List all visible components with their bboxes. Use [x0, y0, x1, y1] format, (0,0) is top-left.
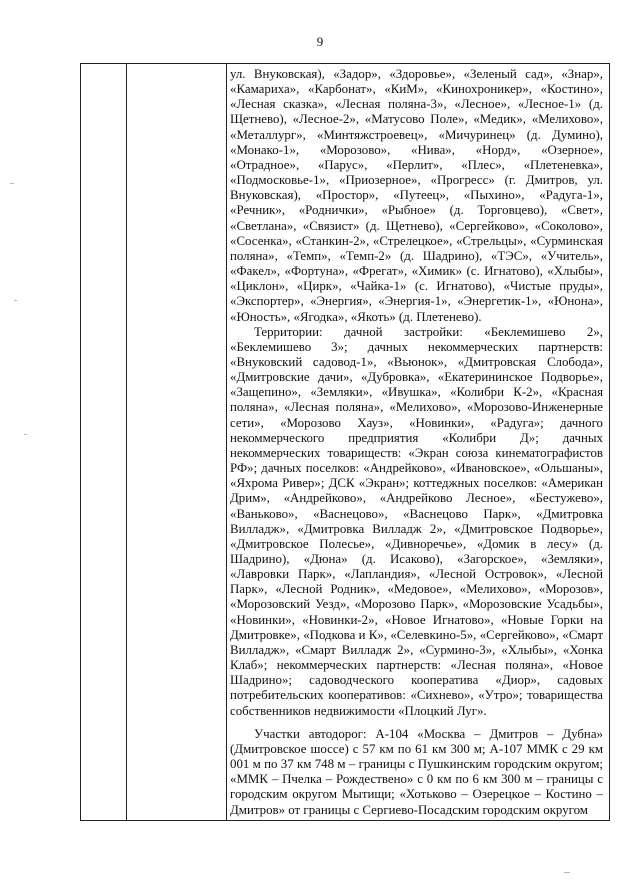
document-table [80, 63, 610, 821]
table-content-cell [230, 67, 603, 820]
scan-mark [24, 434, 27, 435]
scan-mark [14, 300, 17, 301]
paragraph-territories: Территории: дачной застройки: «Беклемишево 2», «Беклемишево 3»; дачных некоммерческих партнерств: «Внуковский садовод-1», «Вьюнок», «Дмитровская Слобода», «Дмитровские дачи», «Дубровка», «Екатерининское Подворье», «Защепино», «Земляки», «Ивушка», «Колибри К-2», «Красная поляна», «Лесная поляна», «Мелихово», «Морозово-Инженерные сети», «Морозово Хауз», «Новинки», «Радуга»; дачного некоммерческого предприятия «Колибри Д»; дачных некоммерческих товариществ: «Экран союза кинематографистов РФ»; дачных поселков: «Андрейково», «Ивановское», «Ольшаны», «Яхрома Ривер»; ДСК «Экран»; коттеджных поселков: «Американ Дрим», «Андрейково», «Андрейково Лесное», «Бестужево», «Ваньково», «Васнецово», «Васнецово Парк», «Дмитровка Вилладж», «Дмитровка Вилладж 2», «Дмитровское Подворье», «Дмитровское Полесье», «Дивноречье», «Домик в лесу» (д. Шадрино), «Дюна» (д. Исаково), «Загорское», «Земляки», «Лавровки Парк», «Лапландия», «Лесной Островок», «Лесной Парк», «Лесной Родник», «Медовое», «Мелихово», «Морозов», «Морозовский Уезд», «Морозово Парк», «Морозовские Усадьбы», «Новинки», «Новинки-2», «Новое Игнатово», «Новые Горки на Дмитровке», «Подкова и К», «Селевкино-5», «Сергейково», «Смарт Вилладж», «Смарт Вилладж 2», «Сурмино-3», «Хлыбы», «Хонка Клаб»; некоммерческих партнерств: «Лесная поляна», «Новое Шадрино»; садоводческого кооператива «Диор», садовых потребительских кооперативов: «Сихнево», «Утро»; товарищества собственников недвижимости «Плоцкий Луг». [230, 324, 603, 718]
column-divider-2 [226, 64, 227, 820]
scan-mark [564, 872, 570, 873]
paragraph-road-sections: Участки автодорог: А-104 «Москва – Дмитров – Дубна» (Дмитровское шоссе) с 57 км по 61 км 300 м; А-107 ММК с 29 км 001 м по 37 км 748 м – границы с Пушкинским городским округом; «ММК – Пчелка – Рождествено» с 0 км по 6 км 300 м – границы с городским округом Мытищи; «Хотьково – Озерецкое – Костино – Дмитров» от границы с Сергиево-Посадским городским округом [230, 726, 603, 817]
column-divider-1 [126, 64, 127, 820]
page-number: 9 [316, 34, 324, 49]
scan-mark [10, 183, 14, 184]
paragraph-garden-partnerships: ул. Внуковская), «Задор», «Здоровье», «Зеленый сад», «Знар», «Камариха», «Карбонат», «КиМ», «Кинохроникер», «Костино», «Лесная сказка», «Лесная поляна-3», «Лесное», «Лесное-1» (д. Щетнево), «Лесное-2», «Матусово Поле», «Медик», «Мелихово», «Металлург», «Минтяжстроевец», «Мичуринец» (д. Думино), «Монако-1», «Морозово», «Нива», «Норд», «Озерное», «Отрадное», «Парус», «Перлит», «Плес», «Плетеневка», «Подмосковье-1», «Приозерное», «Прогресс» (г. Дмитров, ул. Внуковская), «Простор», «Путеец», «Пыхино», «Радуга-1», «Речник», «Роднички», «Рыбное» (д. Торговцево), «Свет», «Светлана», «Связист» (д. Щетнево), «Сергейково», «Соколово», «Сосенка», «Станкин-2», «Стрелецкое», «Стрельцы», «Сурминская поляна», «Темп», «Темп-2» (д. Шадрино), «ТЭС», «Учитель», «Факел», «Фортуна», «Фрегат», «Химик» (с. Игнатово), «Хлыбы», «Циклон», «Цирк», «Чайка-1» (с. Игнатово), «Чистые пруды», «Экспортер», «Энергия», «Энергия-1», «Энергетик-1», «Юнона», «Юность», «Ягодка», «Якоть» (д. Плетенево). [230, 67, 603, 324]
